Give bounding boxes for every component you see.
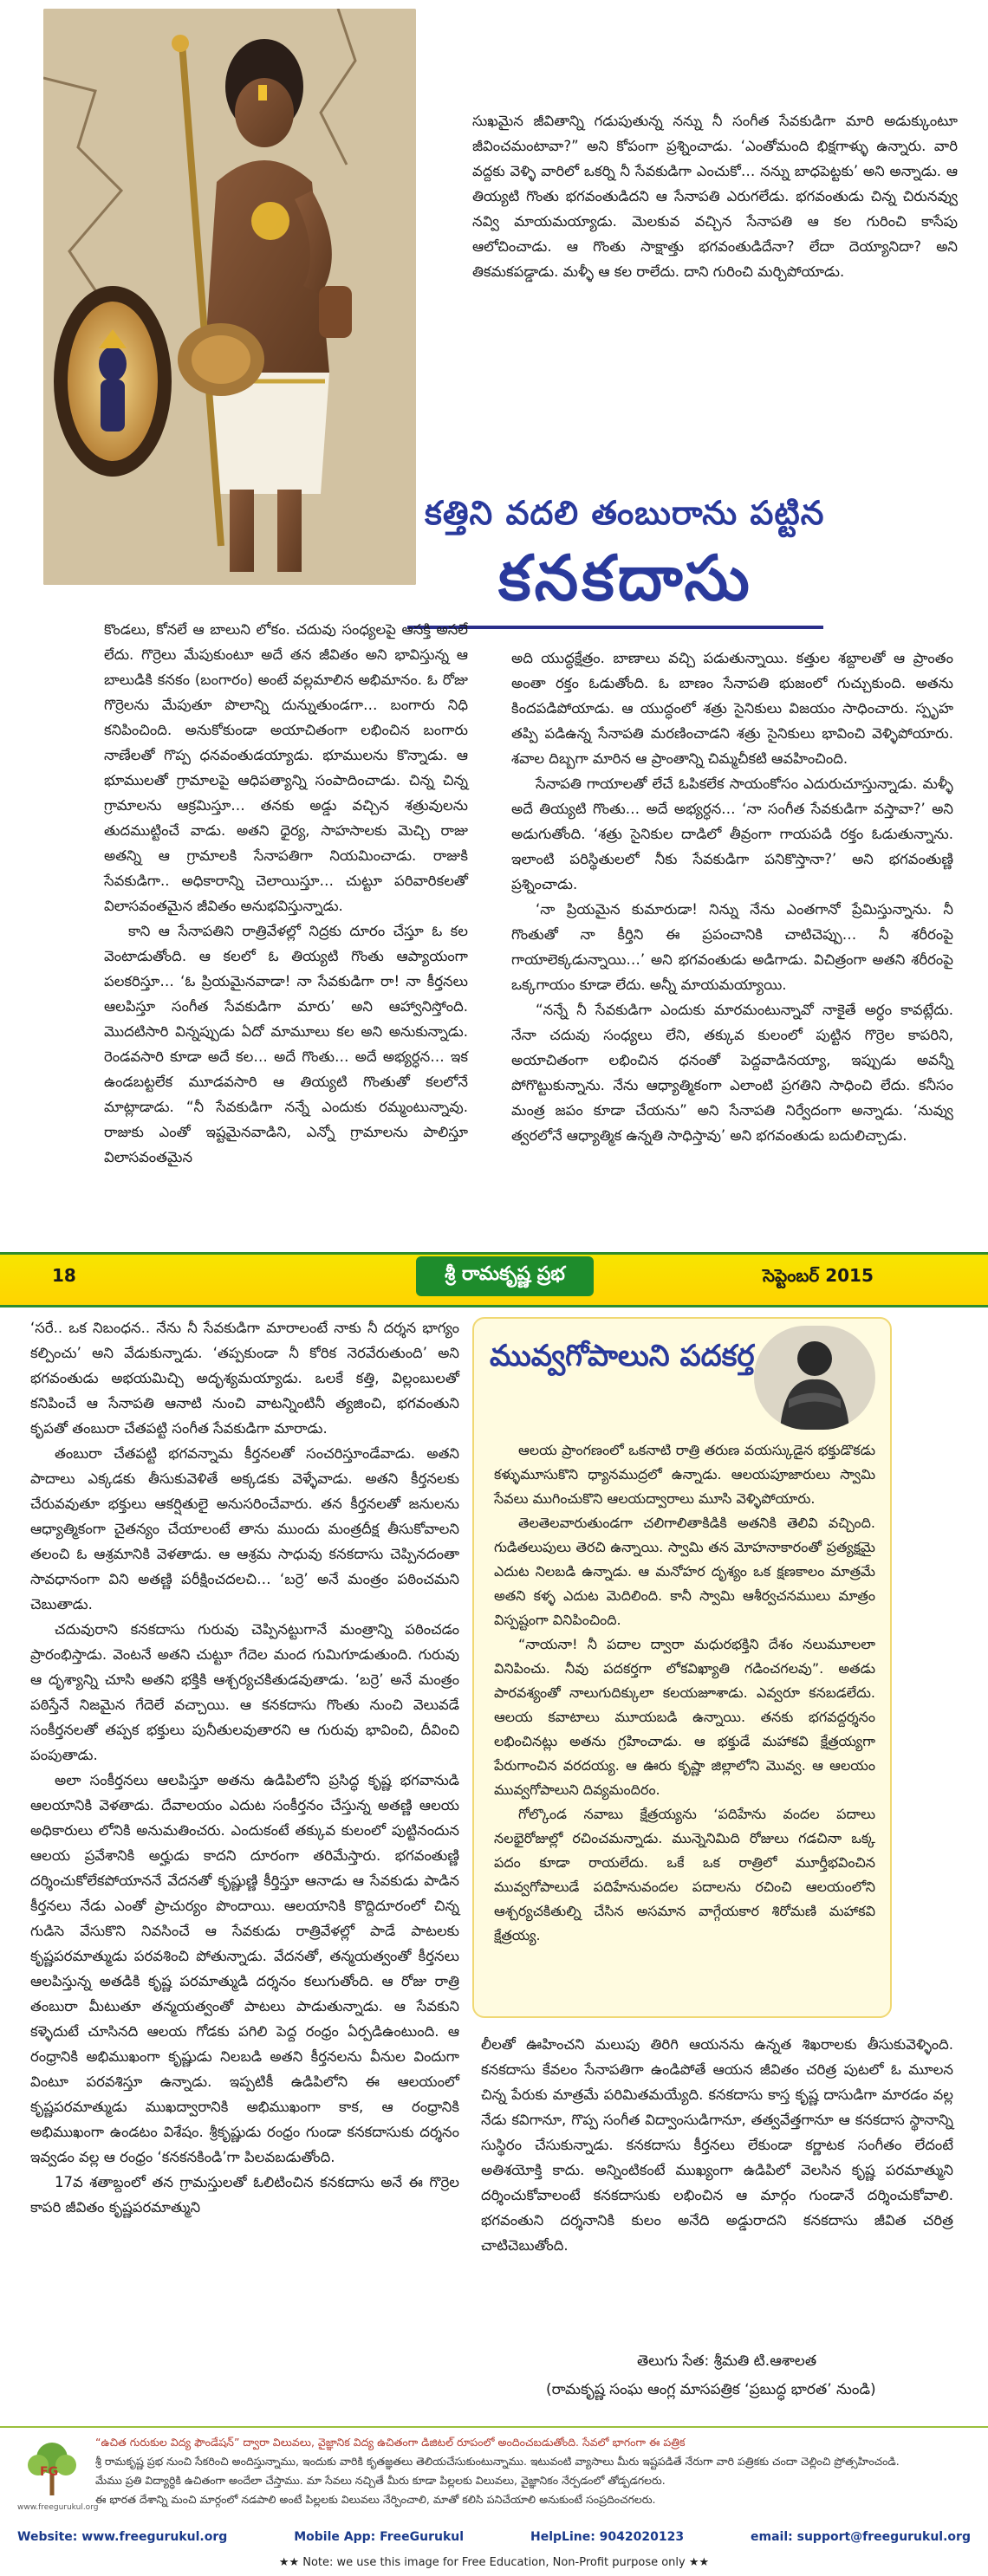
issue-date: సెప్టెంబర్ 2015 (763, 1265, 874, 1286)
title-text: కనకదాసు (498, 542, 753, 614)
hero-illustration (43, 9, 416, 585)
statue-icon (754, 1326, 875, 1430)
lower-right-column (481, 2032, 953, 2258)
app-name[interactable]: FreeGurukul (380, 2530, 465, 2544)
right-paragraph-4: “నన్నే నీ సేవకుడిగా ఎందుకు మారమంటున్నావో నాకైతే అర్ధం కావట్లేదు. నేనా చదువు సంధ్యలు లేని, తక్కువ కులంలో పుట్టిన గొర్రెల కాపరిని, అయాచితంగా లభించిన ధనంతో పెద్దవాడినయ్యా, ఇప్పుడు అవన్నీ పోగొట్టుకున్నాను. నేను ఆధ్యాత్మికంగా ఎలాంటి ప్రగతిని సాధించి లేదు. కనీసం మంత్ర జపం కూడా చేయను” అని సేనాపతి నిర్వేదంగా అన్నాడు. ‘నువ్వు త్వరలోనే ఆధ్యాత్మిక ఉన్నతి సాధిస్తావు’ అని భగవంతుడు బదులిచ్చాడు. (511, 1002, 953, 1144)
footer-line-1: “ఉచిత గురుకుల విద్య ఫౌండేషన్” ద్వారా విలువలు, వైజ్ఞానిక విద్య ఉచితంగా డిజిటల్ రూపంలో అందించబడుతోంది. సేవలో భాగంగా ఈ పత్రిక (95, 2436, 686, 2449)
helpline-label: HelpLine: (530, 2530, 595, 2544)
left-paragraph-2: కాని ఆ సేనాపతిని రాత్రివేళల్లో నిద్రకు దూరం చేస్తూ ఓ కల వెంటాడుతోంది. ఆ కలలో ఓ తియ్యటి గొంతు ఆప్యాయంగా పలకరిస్తూ… ‘ఓ ప్రియమైనవాడా! నా సేవకుడిగా రా! నా కీర్తనలు ఆలపిస్తూ సంగీత సేవకుడిగా మారు’ అని ఆహ్వానిస్తోంది. మొదటిసారి విన్నప్పుడు ఏదో మామూలు కల అని అనుకున్నాడు. రెండవసారి కూడా అదే కల… అదే గొంతు… అదే అభ్యర్ధన… ఇక ఉండబట్టలేక మూడవసారి ఆ తియ్యటి గొంతుతో కలలోనే మాట్లాడాడు. “నీ సేవకుడిగా నన్నే ఎందుకు రమ్మంటున్నావు. రాజుకు ఎంతో ఇష్టమైనవాడిని, ఎన్నో గ్రామాలను పాలిస్తూ విలాసవంతమైన (104, 923, 468, 1165)
lower-left-paragraph-2: తంబురా చేతపట్టి భగవన్నామ కీర్తనలతో సంచరిస్తూండేవాడు. అతని పాదాలు ఎక్కడకు తీసుకువెళితే అక్కడకు వెళ్ళేవాడు. అతని కీర్తనలకు చేరువవుతూ భక్తులు ఆకర్షితులై అనుసరించేవారు. తన కీర్తనలతో జనులను ఆధ్యాత్మికంగా చైతన్యం చేయాలంటే తాను ముందు మంత్రదీక్ష తీసుకోవాలని తలంచి ఓ ఆశ్రమానికి వెళతాడు. ఆ ఆశ్రమ సాధువు కనకదాసు చెప్పినదంతా సావధానంగా విని అతణ్ణి పరీక్షించదలచి… ‘బర్రె’ అనే మంత్రం పఠించమని చెబుతాడు. (30, 1445, 459, 1612)
magazine-name: శ్రీ రామకృష్ణ ప్రభ (416, 1256, 594, 1296)
lower-left-paragraph-1: ‘సరే.. ఒక నిబంధన.. నేను నీ సేవకుడిగా మారాలంటే నాకు నీ దర్శన భాగ్యం కల్పించు’ అని వేడుకున్నాడు. ‘తప్పకుండా నీ కోరిక నెరవేరుతుంది’ అని భగవంతుడు అభయమిచ్చి అదృశ్యమయ్యాడు. ఒలకే కత్తి, విల్లంబులతో కనిపించే ఆ సేనాపతి ఆనాటి నుంచి వాటన్నింటినీ త్యజించి, భగవంతుని కృపతో తంబురా చేతపట్టి సంగీత సేవకుడిగా మారాడు. (30, 1320, 459, 1437)
article-intro-right (472, 108, 958, 284)
logo-caption: www.freegurukul.org (17, 2503, 99, 2512)
sidebar-title: మువ్వగోపాలుని పదకర్త (490, 1339, 755, 1373)
footer-contact-row (17, 2530, 971, 2544)
left-paragraph-1-text: కొండలు, కోనలే ఆ బాలుని లోకం. చదువు సంధ్యలపై ఆసక్తి అసలే లేదు. గొర్రెలు మేపుకుంటూ అదే తన జీవితం అని భావిస్తున్న ఆ బాలుడికి కనకం (బంగారం) అంటే వల్లమాలిన అభిమానం. ఓ రోజు గొర్రెలను మేపుతూ పొలాన్ని దున్నుతుండగా… బంగారు నిధి కనిపించింది. అనుకోకుండా అయాచితంగా లభించిన బంగారు నాణేలతో గొప్ప ధనవంతుడయ్యాడు. భూములను కొన్నాడు. ఆ భూములతో గ్రామాలపై ఆధిపత్యాన్ని సంపాదించాడు. చిన్న చిన్న గ్రామాలను ఆక్రమిస్తూ… తనకు అడ్డు వచ్చిన శత్రువులను తుదముట్టించే వాడు. అతని ధైర్య, సాహసాలకు మెచ్చి రాజు అతన్ని ఆ గ్రామాలకి సేనాపతిగా నియమించాడు. రాజుకి సేవకుడిగా.. అధికారాన్ని చెలాయిస్తూ… చుట్టూ పరివారికలతో విలాసవంతమైన జీవితం అనుభవిస్తున్నాడు. (104, 621, 468, 914)
footer-line-3: మేము ప్రతి విద్యార్ధికి ఉచితంగా అందేలా చేస్తాము. మా సేవలు నచ్చితే మీరు కూడా పిల్లలకు విలువలు, వైజ్ఞానికం నేర్పడంలో తోడ్పడగలరు. (95, 2474, 666, 2487)
helpline-number[interactable]: 9042020123 (599, 2530, 685, 2544)
app-label: Mobile App: (294, 2530, 376, 2544)
sidebar-text (494, 1438, 875, 1948)
sidebar-paragraph-4: గోల్కొండ నవాబు క్షేత్రయ్యను ‘పదిహేను వందల పదాలు నలభైరోజుల్లో రచించమన్నాడు. మున్నెనిమిది రోజులు గడచినా ఒక్క పదం కూడా రాయలేదు. ఒకే ఒక రాత్రిలో మూర్తీభవించిన మువ్వగోపాలుడే పదిహేనువందల పదాలను రచించి ఆలయంలోని ఆశ్చర్యచకితుల్ని చేసిన అసమాన వాగ్గేయకార శిరోమణి మహాకవి క్షేత్రయ్య. (494, 1806, 875, 1943)
lower-left-paragraph-5: 17వ శతాబ్దంలో తన గ్రామస్తులతో ఓలిటించిన కనకదాసు అనే ఈ గొర్రెల కాపరి జీవితం కృష్ణపరమాత్ముని (30, 2174, 459, 2216)
left-paragraph-1 (104, 615, 468, 918)
logo-text: FG (40, 2465, 59, 2479)
sidebar-portrait (754, 1326, 875, 1430)
lower-left-column (30, 1315, 459, 2220)
title-underline (407, 626, 823, 629)
right-paragraph-2: సేనాపతి గాయాలతో లేచే ఓపికలేక సాయంకోసం ఎదురుచూస్తున్నాడు. మళ్ళీ అదే తియ్యటి గొంతు… అదే అభ్యర్ధన… ‘నా సంగీత సేవకుడిగా వస్తావా?’ అని అడుగుతోంది. ‘శత్రు సైనికుల దాడిలో తీవ్రంగా గాయపడి రక్తం ఓడుతున్నాను. ఇలాంటి పరిస్థితులలో నీకు సేవకుడిగా పనికొస్తానా?’ అని భగవంతుణ్ణి ప్రశ్నించాడు. (511, 775, 953, 892)
footer-line-4: ఈ భారత దేశాన్ని మంచి మార్గంలో నడపాలి అంటే పిల్లలకు విలువలు నేర్పించాలి, మాతో కలిసి పనిచేయాలి అనుకుంటే సంప్రదించగలరు. (95, 2493, 656, 2506)
article-subtitle (425, 494, 962, 537)
website-label: Website: (17, 2530, 78, 2544)
website-link[interactable]: www.freegurukul.org (81, 2530, 228, 2544)
website-block (17, 2530, 227, 2544)
email-block (751, 2530, 971, 2544)
helpline-block (530, 2530, 684, 2544)
article-title (498, 539, 949, 617)
right-paragraph-3: ‘నా ప్రియమైన కుమారుడా! నిన్ను నేను ఎంతగానో ప్రేమిస్తున్నాను. నీ గొంతుతో నా కీర్తిని ఈ ప్రపంచానికి చాటిచెప్పు… నీ శరీరంపై గాయాలెక్కడున్నాయి…’ అని భగవంతుడు అడిగాడు. విచిత్రంగా అతని శరీరంపై ఒక్కగాయం కూడా లేదు. అన్నీ మాయమయ్యాయి. (511, 901, 953, 993)
footer-note: ★★ Note: we use this image for Free Education, Non-Profit purpose only ★★ (278, 2556, 710, 2569)
app-block (294, 2530, 464, 2544)
intro-paragraph: సుఖమైన జీవితాన్ని గడుపుతున్న నన్ను నీ సంగీత సేవకుడిగా మారి అడుక్కుంటూ జీవించమంటావా?” అని కోపంగా ప్రశ్నించాడు. ‘ఎంతోమంది భిక్షగాళ్ళు ఉన్నారు. వారి వద్దకు వెళ్ళి వారిలో ఒకర్ని నీ సేవకుడిగా ఎంచుకో… నన్ను బాధపెట్టకు’ అని అన్నాడు. ఆ తియ్యటి గొంతు భగవంతుడిదని ఆ సేనాపతి ఎరుగలేడు. భగవంతుడు చిన్న చిరునవ్వు నవ్వి మాయమయ్యాడు. మెలకువ వచ్చిన సేనాపతి ఆ కల గురించి కాసేపు ఆలోచించాడు. ఆ గొంతు సాక్షాత్తు భగవంతుడిదేనా? లేదా దెయ్యానిదా? అని తికమకపడ్డాడు. మళ్ళీ ఆ కల రాలేదు. దాని గురించి మర్చిపోయాడు. (472, 113, 958, 280)
email-label: email: (751, 2530, 793, 2544)
footer-line-2: శ్రీ రామకృష్ణ ప్రభ నుంచి సేకరించి అందిస్తున్నాము, ఇందుకు వారికి కృతజ్ఞతలు తెలియచేసుకుంటున్నాము. ఇటువంటి వ్యాసాలు మీరు ఇష్టపడితే నేరుగా వారి పత్రికకు చందా చెల్లించి ప్రోత్సహించండి. (95, 2455, 900, 2468)
email-link[interactable]: support@freegurukul.org (796, 2530, 971, 2544)
source-note: (రామకృష్ణ సంఘ ఆంగ్ల మాసపత్రిక ‘ప్రబుద్ధ భారత’ నుండి) (546, 2381, 876, 2398)
lower-right-paragraph-1: లీలతో ఊహించని మలుపు తిరిగి ఆయనను ఉన్నత శిఖరాలకు తీసుకువెళ్ళింది. కనకదాసు కేవలం సేనాపతిగా ఉండిపోతే ఆయన జీవితం చరిత్ర పుటలో ఓ మూలన చిన్న పేరుకు మాత్రమే పరిమితమయ్యేది. కనకదాసు కాస్త కృష్ణ దాసుడిగా మారడం వల్ల నేడు కవిగానూ, గొప్ప సంగీత విద్వాంసుడిగానూ, తత్వవేత్తగానూ ఆ కనకదాస స్థానాన్ని సుస్థిరం చేసుకున్నాడు. కనకదాసు కీర్తనలు లేకుండా కర్ణాటక సంగీతం లేదంటే అతిశయోక్తి కాదు. అన్నింటికంటే ముఖ్యంగా ఉడిపిలో వెలసిన కృష్ణ పరమాత్ముని దర్శించుకోవాలంటే కనకదాసుకు లభించిన ఆ మార్గం గుండానే దర్శించుకోవాలి. భగవంతుని దర్శనానికి కులం అనేది అడ్డురాదని కనకదాసు జీవిత చరిత్ర చాటిచెబుతోంది. (481, 2036, 953, 2254)
subtitle-text: కత్తిని వదలి తంబురాను పట్టిన (425, 494, 825, 532)
sidebar-paragraph-3: “నాయనా! నీ పదాల ద్వారా మధురభక్తిని దేశం నలుమూలలా వినిపించు. నీవు పదకర్తగా లోకవిఖ్యాతి గడించగలవు”. అతడు పారవశ్యంతో నాలుగుదిక్కులా కలయజూశాడు. ఎవ్వరూ కనబడలేదు. ఆలయ కవాటాలు మూయబడి ఉన్నాయి. తనకు భగవద్దర్శనం లభించినట్లు అతను గ్రహించాడు. ఆ భక్తుడే మహాకవి క్షేత్రయ్యగా పేరుగాంచిన వరదయ్య. ఆ ఊరు కృష్ణా జిల్లాలోని మొవ్వ. ఆ ఆలయం మువ్వగోపాలుని దివ్యమందిరం. (494, 1636, 875, 1798)
article-left-column (104, 615, 468, 1170)
kanakadasa-illustration (43, 9, 416, 585)
lower-left-paragraph-4: అలా సంకీర్తనలు ఆలపిస్తూ అతను ఉడిపిలోని ప్రసిద్ధ కృష్ణ భగవానుడి ఆలయానికి వెళతాడు. దేవాలయం ఎదుట సంకీర్తనం చేస్తున్న అతణ్ణి ఆలయ అధికారులు లోనికి అనుమతించరు. ఎందుకంటే తక్కువ కులంలో పుట్టినందున ఆలయ ప్రవేశానికి అర్హుడు కాదని దూరంగా తరిమేస్తారు. భగవంతుణ్ణి దర్శించుకోలేకపోయాననే వేదనతో కృష్ణుణ్ణి కీర్తిస్తూ ఆనాడు ఆ సేవకుడు పాడిన కీర్తనలు నేడు ఎంతో ప్రాచుర్యం పొందాయి. ఆలయానికి కొద్దిదూరంలో చిన్న గుడిసె వేసుకొని నివసించే ఆ సేవకుడు రాత్రివేళల్లో పాడే పాటలకు కృష్ణపరమాత్ముడు పరవశించి పోతున్నాడు. వేదనతో, తన్మయత్వంతో కీర్తనలు ఆలపిస్తున్న అతడికి కృష్ణ పరమాత్ముడి దర్శనం కలుగుతోంది. ఆ రోజు రాత్రి తంబురా మీటుతూ తన్మయత్వంతో పాటలు పాడుతున్నాడు. ఆ సేవకుని కళ్ళెదుటే చూసినది ఆలయ గోడకు పగిలి పెద్ద రంధ్రం ఏర్పడిఉంటుంది. ఆ రంధ్రానికి అభిముఖంగా కృష్ణుడు నిలబడి అతని కీర్తనలను వీనుల విందుగా వింటూ పరవశిస్తూ ఉన్నాడు. ఇప్పటికీ ఉడిపిలోని ఈ ఆలయంలో కృష్ణపరమాత్ముడు ముఖద్వారానికి అభిముఖంగా కాక, ఆ రంధ్రానికి అభిముఖంగా ఉండటం విశేషం. శ్రీకృష్ణుడు రంధ్రం గుండా కనకదాసుకు దర్శనం ఇవ్వడం వల్ల ఆ రంధ్రం ‘కనకనకిండి’గా పిలవబడుతోంది. (30, 1772, 459, 2165)
translation-credit: తెలుగు సేత: శ్రీమతి టి.ఆశాలత (637, 2352, 817, 2370)
article-right-column (511, 646, 953, 1148)
sidebar-paragraph-1: ఆలయ ప్రాంగణంలో ఒకనాటి రాత్రి తరుణ వయస్కుడైన భక్తుడొకడు కళ్ళుమూసుకొని ధ్యానముద్రలో ఉన్నాడు. ఆలయపూజారులు స్వామి సేవలు ముగించుకొని ఆలయద్వారాలు మూసి వెళ్ళిపోయారు. (494, 1442, 875, 1507)
right-paragraph-1: అది యుద్ధక్షేత్రం. బాణాలు వచ్చి పడుతున్నాయి. కత్తుల శబ్దాలతో ఆ ప్రాంతం అంతా రక్తం ఓడుతోంది. ఓ బాణం సేనాపతి భుజంలో గుచ్చుకుంది. అతను కిందపడిపోయాడు. ఆ యుద్ధంలో శత్రు సైనికులు విజయం సాధించారు. స్పృహ తప్పి పడిఉన్న సేనాపతి మరణించాడని శత్రు సైనికులు భావించి వెళ్ళిపోయారు. శవాల దిబ్బగా మారిన ఆ ప్రాంతాన్ని చిమ్మచీకటి ఆవహించింది. (511, 650, 953, 767)
sidebar-paragraph-2: తెలతెలవారుతుండగా చలిగాలితాకిడికి అతనికి తెలివి వచ్చింది. గుడితలుపులు తెరచి ఉన్నాయి. స్వామి తన మోహనాకారంతో ప్రత్యక్షమై ఎదుట నిలబడి ఉన్నాడు. ఆ మనోహర దృశ్యం ఒక క్షణకాలం మాత్రమే అతని కళ్ళ ఎదుట మెదిలింది. కానీ స్వామి ఆశీర్వచనములు మాత్రం విస్పష్టంగా వినిపించింది. (494, 1515, 875, 1628)
page-number: 18 (52, 1265, 76, 1286)
lower-left-paragraph-3: చదువురాని కనకదాసు గురువు చెప్పినట్టుగానే మంత్రాన్ని పఠించడం ప్రారంభిస్తాడు. వెంటనే అతని చుట్టూ గేదెల మంద గుమిగూడుతుంది. గురువు ఆ దృశ్యాన్ని చూసి అతని భక్తికి ఆశ్చర్యచకితుడవుతాడు. ‘బర్రె’ అనే మంత్రం పఠిస్తేనే నిజమైన గేదెలే వచ్చాయి. ఆ కనకదాసు గొంతు నుంచి వెలువడే సంకీర్తనలతో తప్పక భక్తులు పునీతులవుతారని ఆ గురువు భావించి, దీవించి పంపుతాడు. (30, 1621, 459, 1763)
footer-message (95, 2433, 979, 2509)
freegurukul-logo (17, 2439, 99, 2517)
